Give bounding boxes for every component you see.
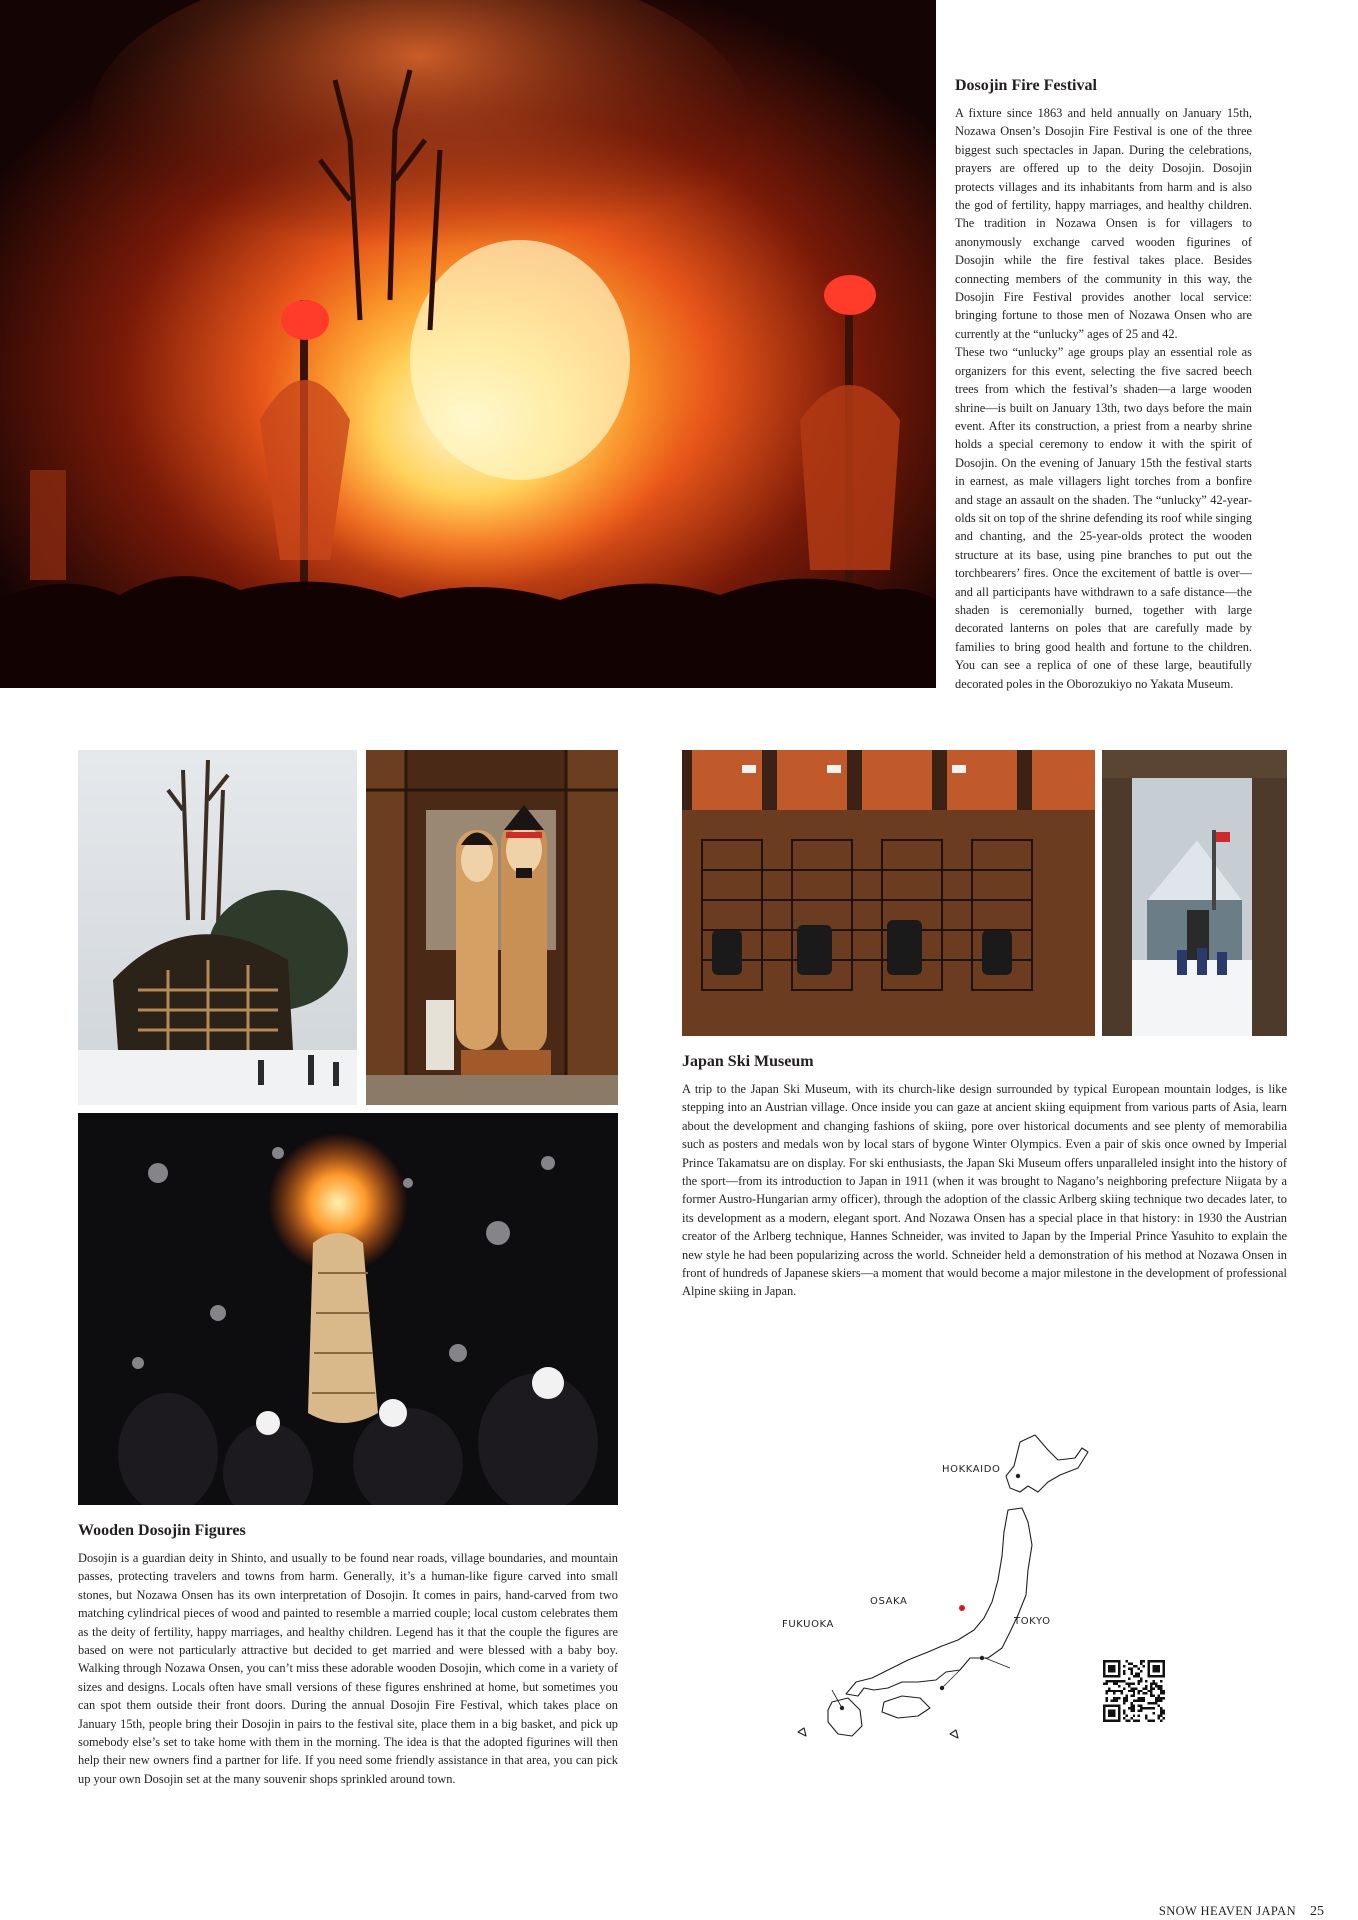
ski-museum-interior-photo <box>682 750 1095 1036</box>
fire-festival-paragraph-2: These two “unlucky” age groups play an essential role as organizers for this event, selecting the five sacred beech trees from which the festival’s shaden—a large wooden shrine—is built on January 13th, two days before the main event. After its construction, a priest from a nearby shrine holds a special ceremony to endow it with the spirit of Dosojin. On the evening of January 15th the festival starts in earnest, as male villagers light torches from a bonfire and stage an assault on the shaden. The “unlucky” 42-year-olds sit on top of the shrine defending its roof while singing and chanting, and the 25-year-olds protect the wooden structure at its base, using pine branches to put out the torchbearers’ fires. Once the excitement of battle is over—and all participants have withdrawn to a safe distance—the shaden is ceremonially burned, together with large decorated lanterns on poles that are carefully made by families to bring good health and fortune to the children. You can see a replica of one of these large, beautifully decorated poles in the Oborozukiyo no Yakata Museum. <box>955 345 1252 691</box>
ski-museum-entrance-photo <box>1102 750 1287 1036</box>
qr-code[interactable] <box>1103 1660 1165 1722</box>
fire-festival-photo <box>0 0 936 688</box>
shaden-shrine-photo <box>78 750 357 1105</box>
fire-festival-paragraph-1: A fixture since 1863 and held annually on January 15th, Nozawa Onsen’s Dosojin Fire Festival is one of the three biggest such spectacles in Japan. During the celebrations, prayers are offered up to the deity Dosojin. Dosojin protects villages and its inhabitants from harm and is also the god of fertility, happy marriages, and healthy children. The tradition in Nozawa Onsen is for villagers to anonymously exchange carved wooden figurines of Dosojin while the fire festival takes place. Besides connecting members of the community in this way, the Dosojin Fire Festival provides another local service: bringing fortune to those men of Nozawa Onsen who are currently at the “unlucky” ages of 25 and 42. <box>955 106 1252 341</box>
map-label-hokkaido: HOKKAIDO <box>942 1464 1001 1475</box>
fire-festival-heading: Dosojin Fire Festival <box>955 77 1097 94</box>
map-label-tokyo: TOKYO <box>1014 1616 1051 1627</box>
wooden-figures-heading: Wooden Dosojin Figures <box>78 1522 246 1539</box>
footer-brand: SNOW HEAVEN JAPAN <box>1158 1904 1296 1918</box>
page-number: 25 <box>1310 1904 1324 1919</box>
japan-map <box>770 1420 1110 1740</box>
map-label-fukuoka: FUKUOKA <box>782 1619 834 1630</box>
ski-museum-heading: Japan Ski Museum <box>682 1053 814 1070</box>
nozawa-onsen-marker <box>959 1605 965 1611</box>
map-label-osaka: OSAKA <box>870 1596 908 1607</box>
ski-museum-text: A trip to the Japan Ski Museum, with its church-like design surrounded by typical European mountain lodges, is like stepping into an Austrian village. Once inside you can gaze at ancient skiing equipment from various parts of Asia, learn about the development and changing fashions of skiing, pore over historical documents and see plenty of memorabilia such as posters and medals won by local stars of bygone Winter Olympics. Even a pair of skis once owned by Imperial Prince Takamatsu are on display. For ski enthusiasts, the Japan Ski Museum offers unparalleled insight into the history of the sport—from its introduction to Japan in 1911 (when it was brought to Nagano’s neighboring prefecture Niigata by a former Austro-Hungarian army officer), through the adoption of the classic Arlberg skiing technique two decades later, to its development as a modern, elegant sport. And Nozawa Onsen has a special place in that history: in 1930 the Austrian creator of the Arlberg technique, Hannes Schneider, was invited to Japan by the Imperial Prince Yasuhito to explain the new style he had been popularizing across the world. Schneider held a demonstration of his method at Nozawa Onsen in front of hundreds of Japanese skiers—a moment that would become a major milestone in the development of professional Alpine skiing in Japan. <box>682 1082 1287 1299</box>
wooden-figures-text: Dosojin is a guardian deity in Shinto, and usually to be found near roads, village boundaries, and mountain passes, protecting travelers and towns from harm. Generally, it’s a human-like figure carved into small stones, but Nozawa Onsen has its own interpretation of Dosojin. It comes in pairs, hand-carved from two matching cylindrical pieces of wood and painted to resemble a married couple; local custom celebrates them as the deity of fertility, happy marriages, and healthy children. Legend has it that the couple the figures are based on were not particularly attractive but decided to get married and were blessed with a baby boy. Walking through Nozawa Onsen, you can’t miss these adorable wooden Dosojin, which come in a variety of sizes and designs. Locals often have small versions of these figures enshrined at home, but sometimes you can spot them outside their front doors. During the annual Dosojin Fire Festival, which takes place on January 15th, people bring their Dosojin in pairs to the festival site, place them in a big basket, and pick up somebody else’s set to take home with them in the morning. The idea is that the adopted figurines will then help their new owners find a partner for life. If you need some friendly assistance in that area, you can pick up your own Dosojin set at the many souvenir shops sprinkled around town. <box>78 1551 618 1786</box>
page-footer <box>1159 1904 1324 1920</box>
fire-festival-text <box>955 104 1252 693</box>
wooden-dosojin-photo <box>366 750 618 1105</box>
torch-night-photo <box>78 1113 618 1505</box>
